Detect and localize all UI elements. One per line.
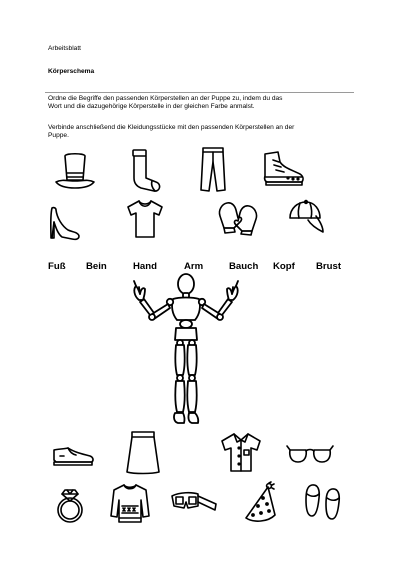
instruction-1-line-1: Ordne die Begriffe den passenden Körperstellen an der Puppe zu, indem du das <box>48 95 283 102</box>
doll-right-shin <box>187 381 196 412</box>
doll-pelvis <box>175 328 197 340</box>
doll-left-thigh <box>175 345 184 375</box>
glasses-icon[interactable] <box>286 442 334 470</box>
shirt-icon[interactable] <box>218 430 264 474</box>
cap-icon[interactable] <box>286 198 326 238</box>
doll-head <box>178 274 194 294</box>
doll-left-forearm <box>140 299 154 315</box>
doll-waist <box>180 320 192 328</box>
word-fuss[interactable]: Fuß <box>48 261 66 272</box>
sneaker-icon[interactable] <box>262 148 306 190</box>
skirt-icon[interactable] <box>124 430 162 476</box>
shoe-icon[interactable] <box>50 440 96 470</box>
slippers-icon[interactable] <box>302 482 346 522</box>
worksheet-title: Körperschema <box>48 68 95 75</box>
sock-icon[interactable] <box>130 148 164 194</box>
doll-left-shin <box>175 381 184 412</box>
instruction-2-line-1: Verbinde anschließend die Kleidungsstücke mit den passenden Körperstellen an der <box>48 124 295 131</box>
tshirt-icon[interactable] <box>124 198 166 240</box>
doll-right-thigh <box>187 345 196 375</box>
word-brust[interactable]: Brust <box>316 261 342 272</box>
doll-chest <box>172 298 200 321</box>
top-hat-icon[interactable] <box>52 150 98 192</box>
doll-right-foot <box>188 413 198 423</box>
wooden-doll-figure[interactable] <box>124 272 248 428</box>
ring-icon[interactable] <box>56 484 84 526</box>
trousers-icon[interactable] <box>198 146 228 194</box>
word-bein[interactable]: Bein <box>86 261 107 272</box>
header-divider <box>45 92 354 93</box>
3d-glasses-icon[interactable] <box>170 486 218 518</box>
doll-left-foot <box>174 413 184 423</box>
instruction-1-line-2: Wort und die dazugehörige Körperstelle in der gleichen Farbe anmalst. <box>48 103 255 111</box>
word-hand[interactable]: Hand <box>133 261 157 272</box>
word-arm[interactable]: Arm <box>184 261 204 272</box>
sweater-icon[interactable] <box>108 482 152 526</box>
word-kopf[interactable]: Kopf <box>273 261 295 272</box>
instruction-2-line-2: Puppe. <box>48 132 69 140</box>
word-bauch[interactable]: Bauch <box>229 261 259 272</box>
instruction-paragraph-2 <box>48 124 348 141</box>
instruction-paragraph-1 <box>48 95 348 112</box>
high-heel-icon[interactable] <box>48 204 82 244</box>
doll-right-forearm <box>218 299 232 315</box>
worksheet-kind-label: Arbeitsblatt <box>48 45 81 52</box>
mittens-icon[interactable] <box>216 198 260 236</box>
party-hat-icon[interactable] <box>242 482 278 526</box>
